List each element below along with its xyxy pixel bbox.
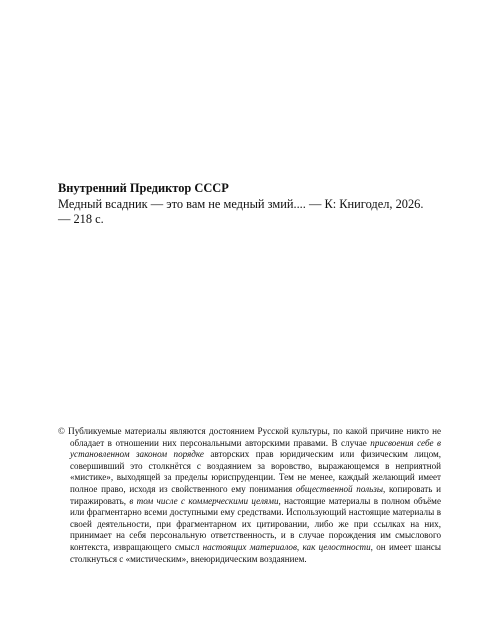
copyright-emphasis-2: общественной пользы	[295, 483, 383, 494]
author-name: Внутренний Предиктор СССР	[58, 181, 229, 195]
copyright-emphasis-1: присвоения себе в установленном законом порядке	[70, 437, 441, 460]
copyright-emphasis-3: в том числе с коммерческими целями	[129, 495, 279, 506]
title-and-publication: Медный всадник — это вам не медный змий.... — К: Книгодел, 2026.	[58, 196, 424, 211]
copyright-notice	[58, 426, 441, 565]
copyright-paragraph	[58, 426, 441, 565]
page-count: — 218 с.	[58, 212, 104, 227]
copyright-symbol: ©	[58, 426, 65, 436]
bibliographic-record	[58, 181, 444, 228]
copyright-text-2: авторских прав юридическим или физическим лицом, совершивший это столкнётся с воздаянием за воровство, выражающемся в неприятной «мистике», выходящей за пределы юриспруденции. Тем не менее, каждый желающий имеет полное право, исходя из свойственного ему понимания	[70, 449, 441, 494]
copyright-text-3: , копировать и тиражировать,	[70, 483, 441, 506]
copyright-text-4: , настоящие материалы в полном объёме или фрагментарно всеми доступными ему средствами. Использующий настоящие материалы в своей деятельности, при фрагментарном их цитировании, либо же при ссылках на них, принимает на себя персональную ответственность, и в случае порождения им смыслового контекста, извращающего смысл	[70, 495, 441, 552]
copyright-emphasis-4: настоящих материалов, как целостности	[202, 541, 371, 552]
copyright-text-5: , он имеет шансы столкнуться с «мистическим», внеюридическим воздаянием.	[70, 541, 441, 564]
copyright-text-1: Публикуемые материалы являются достоянием Русской культуры, по какой причине никто не обладает в отношении них персональными авторскими правами. В случае	[68, 426, 441, 448]
